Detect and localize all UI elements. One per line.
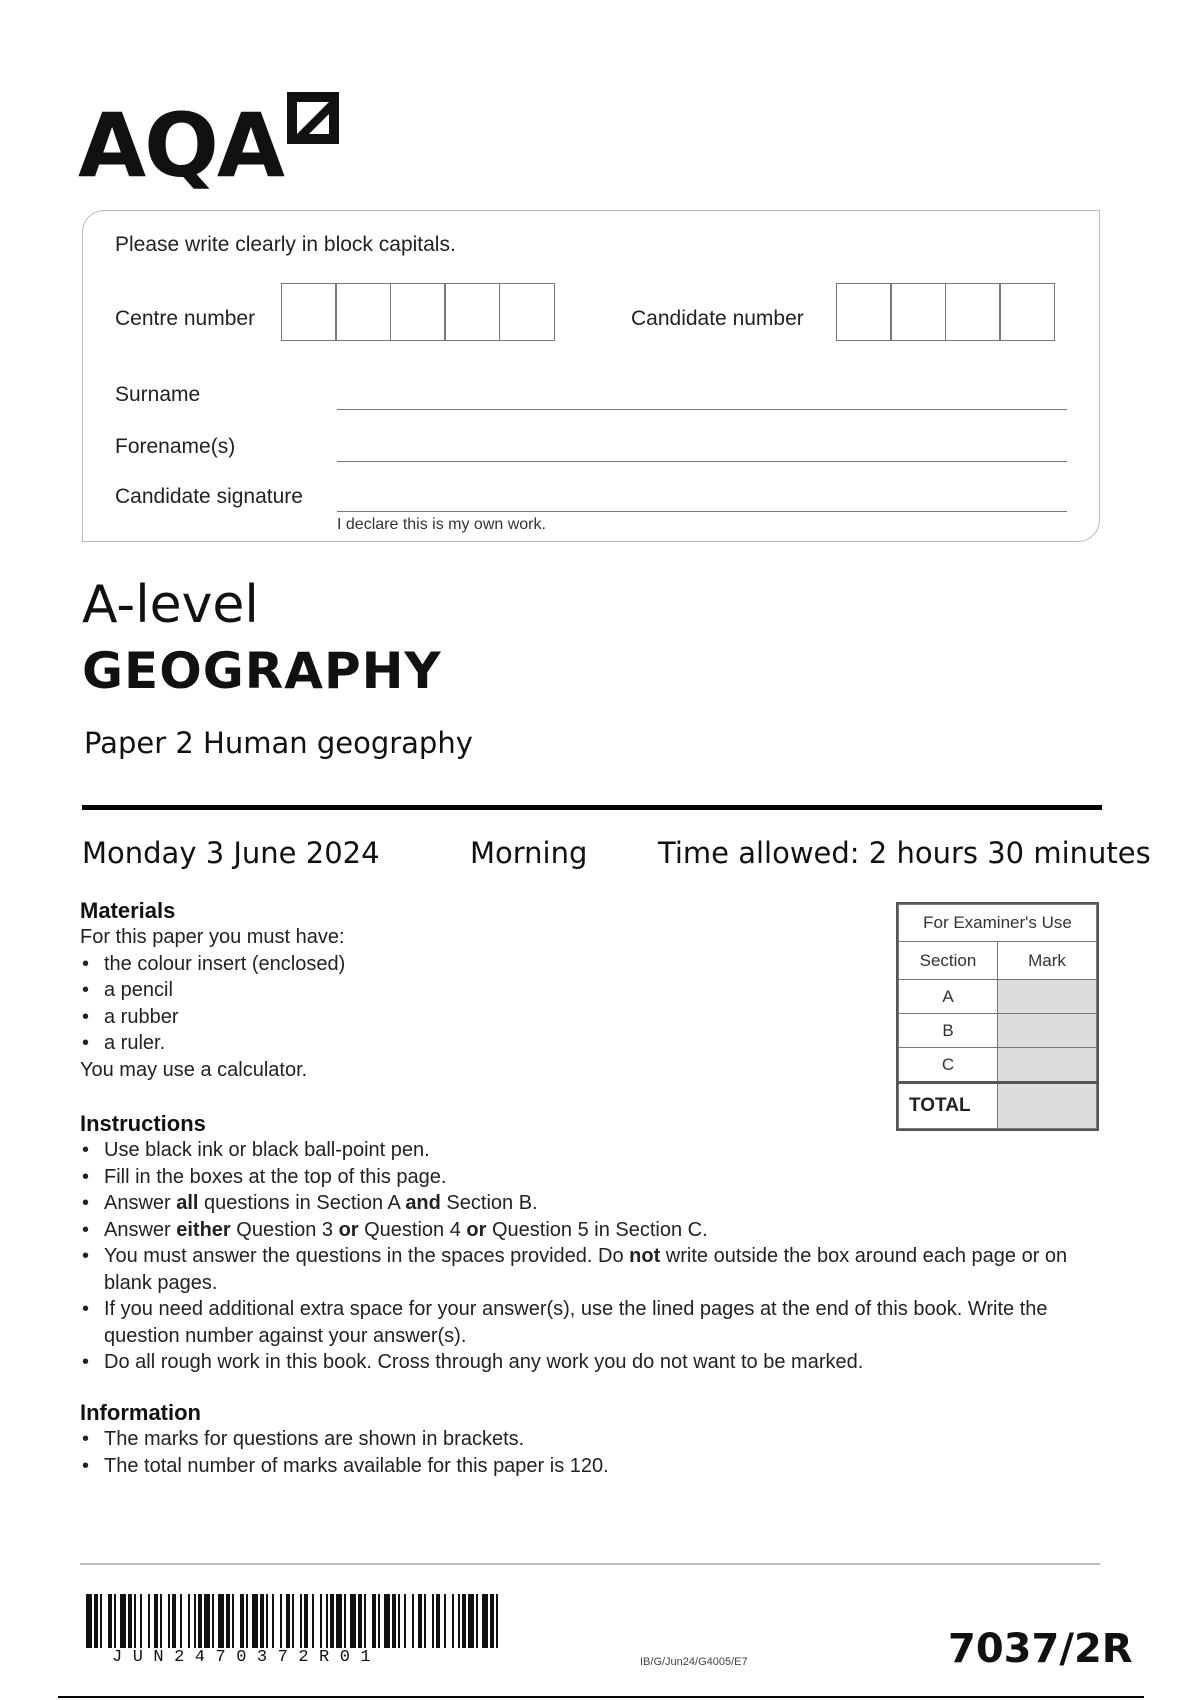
information-heading: Information — [80, 1400, 201, 1425]
barcode-bar — [232, 1594, 234, 1648]
barcode-bar — [86, 1594, 92, 1648]
digit-box[interactable] — [836, 283, 892, 341]
barcode-bar — [404, 1594, 406, 1648]
barcode-bar — [462, 1594, 466, 1648]
subject-title: GEOGRAPHY — [82, 642, 442, 700]
barcode-bar — [100, 1594, 102, 1648]
barcode-bar — [392, 1594, 396, 1648]
barcode-bar — [128, 1594, 132, 1648]
barcode-bar — [358, 1594, 362, 1648]
barcode-bar — [344, 1594, 346, 1648]
section-column-header: Section — [899, 942, 998, 980]
mark-cell — [998, 1014, 1097, 1048]
materials-item: • a pencil — [80, 977, 780, 1004]
barcode-bar — [180, 1594, 182, 1648]
total-label: TOTAL — [899, 1083, 998, 1129]
instruction-item: • Answer either Question 3 or Question 4 or Question 5 in Section C. — [80, 1217, 1070, 1244]
barcode-bar — [94, 1594, 98, 1648]
barcode-bar — [286, 1594, 290, 1648]
barcode-bar — [458, 1594, 460, 1648]
instruction-item: • Answer all questions in Section A and Section B. — [80, 1190, 1070, 1217]
barcode-bar — [120, 1594, 126, 1648]
barcode-bar — [226, 1594, 230, 1648]
instruction-item: • Use black ink or black ball-point pen. — [80, 1137, 1070, 1164]
barcode-bar — [444, 1594, 446, 1648]
barcode-bar — [218, 1594, 224, 1648]
materials-heading: Materials — [80, 898, 176, 923]
barcode-bar — [378, 1594, 380, 1648]
instruction-item: • Do all rough work in this book. Cross through any work you do not want to be marked. — [80, 1349, 1070, 1376]
barcode-bar — [320, 1594, 322, 1648]
surname-field[interactable] — [337, 409, 1067, 410]
digit-box[interactable] — [444, 283, 500, 341]
barcode-bar — [148, 1594, 150, 1648]
barcode-bar — [280, 1594, 282, 1648]
aqa-logo — [78, 82, 348, 197]
examiner-table-heading: For Examiner's Use — [899, 905, 1097, 942]
footer-divider — [80, 1563, 1100, 1565]
mark-cell — [998, 1048, 1097, 1083]
barcode-bar — [476, 1594, 478, 1648]
paper-title: Paper 2 Human geography — [84, 726, 473, 760]
barcode-bar — [398, 1594, 400, 1648]
barcode-bar — [330, 1594, 334, 1648]
declaration-text: I declare this is my own work. — [337, 516, 546, 533]
materials-intro: For this paper you must have: — [80, 926, 345, 948]
barcode-bar — [198, 1594, 202, 1648]
barcode-bar — [482, 1594, 488, 1648]
barcode-image — [86, 1594, 498, 1648]
barcode-bar — [260, 1594, 264, 1648]
barcode-bar — [240, 1594, 244, 1648]
digit-box[interactable] — [999, 283, 1055, 341]
barcode-bar — [418, 1594, 422, 1648]
digit-box[interactable] — [335, 283, 391, 341]
materials-item: • a rubber — [80, 1004, 780, 1031]
barcode-bar — [114, 1594, 116, 1648]
forename-field[interactable] — [337, 461, 1067, 462]
barcode-bar — [350, 1594, 356, 1648]
qualification-level: A-level — [82, 575, 259, 635]
mark-cell — [998, 980, 1097, 1014]
materials-section — [80, 898, 780, 1083]
digit-box[interactable] — [890, 283, 946, 341]
barcode-bar — [452, 1594, 454, 1648]
barcode-bar — [140, 1594, 142, 1648]
barcode-text: JUN2470372R01 — [112, 1648, 382, 1667]
signature-label: Candidate signature — [115, 485, 303, 508]
section-cell: C — [899, 1048, 998, 1083]
barcode-bar — [108, 1594, 112, 1648]
barcode-bar — [412, 1594, 414, 1648]
barcode-bar — [300, 1594, 302, 1648]
mark-column-header: Mark — [998, 942, 1097, 980]
information-item: • The total number of marks available for this paper is 120. — [80, 1453, 1100, 1480]
barcode-bar — [372, 1594, 376, 1648]
barcode-bar — [336, 1594, 342, 1648]
candidate-number-label: Candidate number — [631, 307, 804, 330]
barcode-bar — [312, 1594, 314, 1648]
centre-number-label: Centre number — [115, 307, 256, 330]
barcode-bar — [266, 1594, 268, 1648]
barcode-bar — [188, 1594, 190, 1648]
digit-box[interactable] — [390, 283, 446, 341]
exam-date: Monday 3 June 2024 — [82, 836, 380, 870]
title-divider — [82, 805, 1102, 810]
candidate-number-boxes[interactable] — [837, 283, 1055, 341]
instruction-item: • Fill in the boxes at the top of this page. — [80, 1164, 1070, 1191]
logo-text: AQA — [78, 94, 284, 197]
barcode-bar — [384, 1594, 390, 1648]
barcode-bar — [212, 1594, 214, 1648]
barcode-bar — [304, 1594, 308, 1648]
barcode-bar — [432, 1594, 434, 1648]
logo-mark-icon — [283, 88, 343, 148]
instruction-item: • You must answer the questions in the spaces provided. Do not write outside the box around each page or on blank pages. — [80, 1243, 1070, 1296]
digit-box[interactable] — [281, 283, 337, 341]
centre-number-boxes[interactable] — [282, 283, 555, 341]
barcode-bar — [160, 1594, 162, 1648]
document-reference: IB/G/Jun24/G4005/E7 — [640, 1656, 748, 1668]
barcode-bar — [364, 1594, 366, 1648]
candidate-details-box — [82, 210, 1100, 542]
barcode-bar — [292, 1594, 294, 1648]
materials-item: • a ruler. — [80, 1030, 780, 1057]
digit-box[interactable] — [499, 283, 555, 341]
information-section — [80, 1400, 1100, 1479]
barcode-bar — [468, 1594, 474, 1648]
barcode-bar — [424, 1594, 426, 1648]
barcode-bar — [204, 1594, 210, 1648]
exam-session: Morning — [470, 836, 588, 870]
digit-box[interactable] — [945, 283, 1001, 341]
barcode-bar — [154, 1594, 158, 1648]
time-allowed: Time allowed: 2 hours 30 minutes — [658, 836, 1151, 870]
bottom-border — [58, 1696, 1144, 1698]
instructions-heading: Instructions — [80, 1111, 206, 1136]
surname-label: Surname — [115, 383, 201, 406]
barcode-bar — [172, 1594, 176, 1648]
barcode-bar — [436, 1594, 440, 1648]
section-cell: A — [899, 980, 998, 1014]
barcode-bar — [252, 1594, 258, 1648]
barcode-bar — [134, 1594, 136, 1648]
barcode-bar — [490, 1594, 494, 1648]
barcode-bar — [272, 1594, 274, 1648]
barcode-bar — [246, 1594, 248, 1648]
section-cell: B — [899, 1014, 998, 1048]
paper-code: 7037/2R — [948, 1626, 1133, 1672]
materials-item: • the colour insert (enclosed) — [80, 951, 780, 978]
forename-label: Forename(s) — [115, 435, 236, 458]
examiner-use-table — [898, 904, 1097, 1129]
signature-field[interactable] — [337, 511, 1067, 512]
block-capitals-instruction: Please write clearly in block capitals. — [115, 233, 456, 256]
barcode-bar — [326, 1594, 328, 1648]
information-item: • The marks for questions are shown in brackets. — [80, 1426, 1100, 1453]
barcode-bar — [168, 1594, 170, 1648]
instructions-section — [80, 1111, 1070, 1376]
barcode-bar — [194, 1594, 196, 1648]
barcode-bar — [496, 1594, 498, 1648]
calculator-note: You may use a calculator. — [80, 1058, 308, 1081]
instruction-item: • If you need additional extra space for your answer(s), use the lined pages at the end of this book. Write the question number against your answer(s). — [80, 1296, 1070, 1349]
